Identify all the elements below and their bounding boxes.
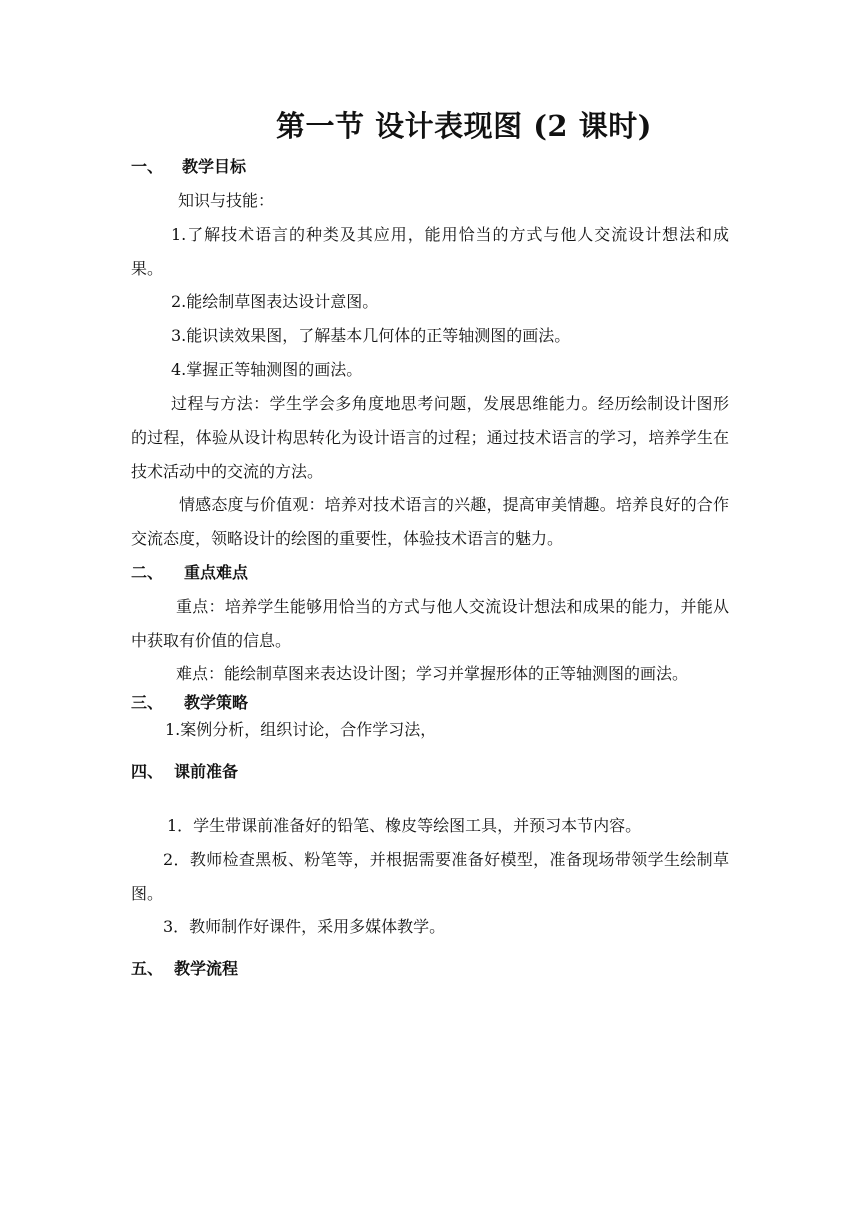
section-heading-4	[131, 760, 239, 784]
process-paragraph: 过程与方法：学生学会多角度地思考问题，发展思维能力。经历绘制设计图形的过程，体验从设计构思转化为设计语言的过程；通过技术语言的学习，培养学生在技术活动中的交流的方法。	[131, 394, 729, 481]
section-title: 教学流程	[174, 959, 239, 978]
preparation-item-3: 3．教师制作好课件，采用多媒体教学。	[163, 917, 446, 936]
section-number: 二、	[131, 563, 164, 582]
objective-item-2: 2.能绘制草图表达设计意图。	[171, 292, 379, 311]
section-title: 教学策略	[184, 693, 249, 712]
section-heading-3	[131, 691, 249, 715]
section-heading-5	[131, 957, 239, 981]
section-heading-1	[131, 155, 247, 179]
section-number: 四、	[131, 762, 164, 781]
section-number: 一、	[131, 157, 164, 176]
objective-item-4: 4.掌握正等轴测图的画法。	[171, 360, 363, 379]
section-title: 重点难点	[184, 563, 249, 582]
section-title: 教学目标	[182, 157, 247, 176]
difficulty-paragraph: 难点：能绘制草图来表达设计图；学习并掌握形体的正等轴测图的画法。	[176, 664, 689, 683]
key-point-paragraph: 重点：培养学生能够用恰当的方式与他人交流设计想法和成果的能力，并能从中获取有价值的信息。	[131, 597, 729, 650]
emotion-paragraph: 情感态度与价值观：培养对技术语言的兴趣，提高审美情趣。培养良好的合作交流态度，领略设计的绘图的重要性，体验技术语言的魅力。	[131, 495, 729, 548]
section-title: 课前准备	[174, 762, 239, 781]
preparation-item-1: 1．学生带课前准备好的铅笔、橡皮等绘图工具，并预习本节内容。	[167, 816, 642, 835]
objective-item-3: 3.能识读效果图，了解基本几何体的正等轴测图的画法。	[171, 326, 571, 345]
section-heading-2	[131, 561, 249, 585]
knowledge-label: 知识与技能：	[178, 191, 275, 210]
section-number: 五、	[131, 959, 164, 978]
objective-item-1: 1.了解技术语言的种类及其应用，能用恰当的方式与他人交流设计想法和成果。	[131, 225, 729, 278]
page-title: 第一节 设计表现图 (2 课时)	[276, 109, 652, 143]
section-number: 三、	[131, 693, 164, 712]
preparation-item-2: 2．教师检查黑板、粉笔等，并根据需要准备好模型，准备现场带领学生绘制草图。	[131, 850, 729, 903]
strategy-text: 1.案例分析，组织讨论，合作学习法，	[165, 720, 437, 739]
